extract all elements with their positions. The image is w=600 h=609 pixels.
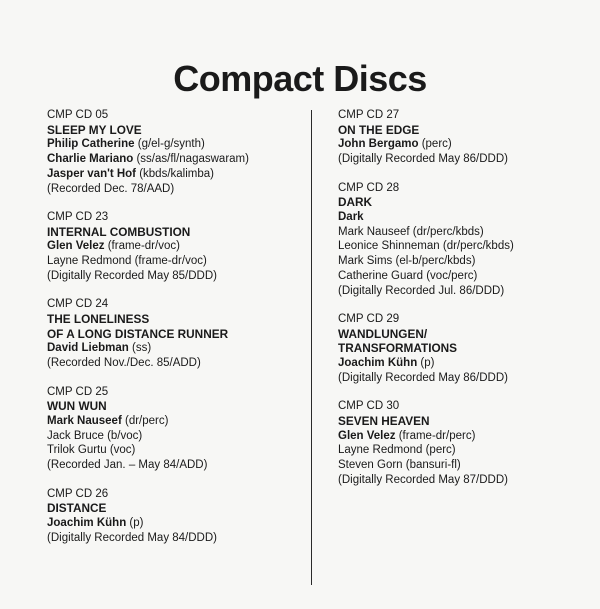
musician-instruments: (ss/as/fl/nagaswaram) [133,153,249,166]
disc-entry [338,312,600,386]
musician-line [47,167,317,182]
recording-info: (Recorded Jan. – May 84/ADD) [47,459,208,472]
musician-line [338,443,600,458]
musician-line [47,239,317,254]
musician-instruments: (bansuri-fl) [402,459,461,472]
musician-instruments: (el-b/perc/kbds) [392,255,476,268]
page-title: Compact Discs [173,58,427,99]
musician-line [47,341,317,356]
catalog-number: CMP CD 27 [338,109,400,121]
recording-info: (Recorded Dec. 78/AAD) [47,182,175,195]
catalog-number: CMP CD 28 [338,181,400,194]
musician-name: Charlie Mariano [47,153,134,166]
disc-entry [338,399,600,487]
musician-name: Layne Redmond [338,444,423,457]
musician-name: David Liebman [47,342,129,355]
catalog-number: CMP CD 30 [338,400,400,413]
musician-name: Glen Velez [338,429,396,442]
musician-instruments: (p) [126,517,144,530]
disc-entry [47,487,317,546]
catalog-number: CMP CD 26 [47,487,109,500]
musician-instruments: (b/voc) [103,429,143,442]
musician-instruments: (frame-dr/voc) [131,255,207,268]
catalog-number: CMP CD 23 [47,211,109,224]
musician-line [47,414,317,429]
musician-name: Dark [338,211,364,224]
catalog-number: CMP CD 24 [47,298,109,311]
musician-name: Jasper van't Hof [47,167,137,180]
recording-info: (Digitally Recorded May 84/DDD) [47,531,217,544]
disc-entry [338,181,600,299]
musician-line [338,225,600,240]
album-title: WANDLUNGEN/ [338,326,428,341]
musician-line [338,458,600,473]
musician-line [338,269,600,284]
album-title: THE LONELINESS [47,312,150,327]
catalog-number: CMP CD 29 [338,313,400,326]
musician-name: Glen Velez [47,240,105,253]
musician-name: Trilok Gurtu [47,444,107,457]
musician-line [47,516,317,531]
musician-instruments: (frame-dr/voc) [104,240,180,253]
musician-line [338,254,600,269]
musician-line [47,443,317,458]
musician-line [338,429,600,444]
recording-info: (Digitally Recorded May 85/DDD) [47,269,217,282]
musician-instruments: (frame-dr/perc) [395,429,476,442]
left-column [47,108,317,545]
musician-instruments: (dr/perc) [121,415,169,428]
album-title: SLEEP MY LOVE [47,122,142,137]
musician-name: Mark Nauseef [338,225,410,238]
musician-name: Mark Nauseef [47,415,122,428]
album-title: DISTANCE [47,501,107,516]
musician-instruments: (dr/perc/kbds) [409,225,484,238]
disc-entry [47,210,317,284]
album-title: ON THE EDGE [338,122,420,137]
musician-name: Leonice Shinneman [338,240,440,253]
disc-entry [47,108,317,196]
disc-entry [338,108,600,167]
catalog-number: CMP CD 25 [47,385,109,398]
musician-name: John Bergamo [338,138,419,151]
musician-line [338,239,600,254]
musician-instruments: (dr/perc/kbds) [439,240,514,253]
musician-instruments: (p) [417,357,435,370]
disc-entry [47,385,317,473]
musician-name: Catherine Guard [338,269,424,282]
musician-instruments: (voc) [106,444,136,457]
musician-line [47,152,317,167]
musician-instruments: (perc) [418,138,452,151]
musician-line [47,429,317,444]
disc-entry [47,297,317,371]
musician-name: Joachim Kühn [47,517,127,530]
musician-line [338,356,600,371]
recording-info: (Recorded Nov./Dec. 85/ADD) [47,357,201,370]
musician-name: Philip Catherine [47,138,135,151]
musician-name: Steven Gorn [338,459,403,472]
musician-name: Mark Sims [338,255,393,268]
recording-info: (Digitally Recorded May 86/DDD) [338,153,508,166]
album-title: INTERNAL COMBUSTION [47,224,191,239]
musician-name: Layne Redmond [47,255,132,268]
musician-instruments: (g/el-g/synth) [134,138,205,151]
catalog-number: CMP CD 05 [47,109,109,121]
musician-name: Jack Bruce [47,429,104,442]
recording-info: (Digitally Recorded May 86/DDD) [338,371,508,384]
album-title: TRANSFORMATIONS [338,341,458,356]
musician-line [47,254,317,269]
recording-info: (Digitally Recorded May 87/DDD) [338,473,508,486]
musician-name: Joachim Kühn [338,357,418,370]
album-title: OF A LONG DISTANCE RUNNER [47,326,229,341]
recording-info: (Digitally Recorded Jul. 86/DDD) [338,284,505,297]
musician-instruments: (ss) [128,342,152,355]
album-title: SEVEN HEAVEN [338,414,430,429]
musician-line [338,137,600,152]
musician-line [338,210,600,225]
musician-instruments: (voc/perc) [423,269,478,282]
musician-instruments: (perc) [422,444,456,457]
musician-line [47,137,317,152]
musician-instruments: (kbds/kalimba) [136,167,214,180]
right-column [338,108,600,488]
album-title: DARK [338,195,373,210]
album-title: WUN WUN [47,399,107,414]
